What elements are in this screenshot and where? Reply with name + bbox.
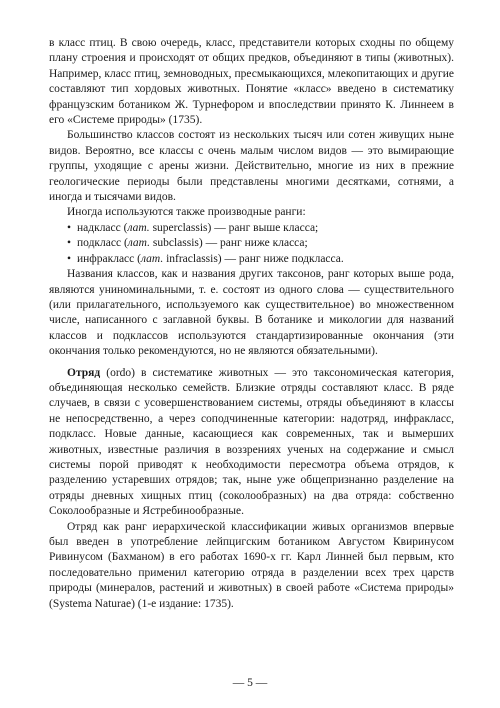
rank-lat-abbrev: лат.: [127, 221, 150, 234]
paragraph-class-origin: в класс птиц. В свою очередь, класс, представители которых сходны по общему плану строения и происходят от общих предков, объединяют в типы (животных). Например, класс птиц, земноводных, пресмыкающихся, млекопитающих и другие составляют тип хордовых животных. Понятие «класс» введено в систематику французским ботаником Ж. Турнефором и впоследствии принято К. Линнеем в его «Системе природы» (1735).: [49, 37, 454, 127]
derived-ranks-list: [49, 221, 454, 267]
rank-lat-abbrev: лат.: [140, 252, 164, 265]
page-number: — 5 —: [232, 677, 268, 689]
paragraph-order-definition: [49, 366, 454, 520]
rank-latin: subclassis) — ранг ниже класса;: [150, 237, 308, 250]
rank-name: инфракласс (: [77, 252, 141, 265]
rank-name: подкласс (: [77, 237, 128, 250]
paragraph-order-history: Отряд как ранг иерархической классификации живых организмов впервые был введен в употребление лейпцигским ботаником Августом Квиринусом Ривинусом (Бахманом) в его работах 1690-х гг. Карл Линней был первым, кто последовательно применил категорию отряда в разделении всех трех царств природы (минералов, растений и животных) в своей работе «Система природы» (Systema Naturae) (1-е издание: 1735).: [49, 520, 454, 610]
paragraph-class-names: Названия классов, как и названия других таксонов, ранг которых выше рода, являются униноминальными, т. е. состоят из одного слова — существительного (или прилагательного, используемого как существительное) во множественном числе, написанного с заглавной буквы. В ботанике и микологии для названий классов и подклассов используются стандартизированные окончания (эти окончания только рекомендуются, но не являются обязательными).: [49, 268, 454, 358]
order-definition-text: (ordo) в систематике животных — это таксономическая категория, объединяющая несколько семейств. Близкие отряды составляют класс. В ряде случаев, в связи с усовершенствованием системы, отряды объединяют в классы не непосредственно, а через соподчиненные категории: надотряд, инфракласс, подкласс. Новые данные, касающиеся как современных, так и вымерших животных, известные различия в воззрениях ученых на содержание и смысл системы порой приводят к необходимости пересмотра объема отрядов, к разделению устаревших отрядов; так, ныне уже общепризнанно разделение на отряды дневных хищных птиц (соколообразных) на два отряда: собственно Соколообразные и Ястребинообразные.: [49, 366, 454, 518]
rank-item-superclass: [49, 221, 454, 236]
rank-latin: infraclassis) — ранг ниже подкласса.: [163, 252, 344, 265]
bullet-icon: •: [67, 237, 72, 250]
rank-item-infraclass: [49, 252, 454, 267]
page-body: [49, 36, 454, 612]
rank-latin: superclassis) — ранг выше класса;: [149, 221, 319, 234]
rank-item-subclass: [49, 236, 454, 251]
bullet-icon: •: [67, 221, 72, 234]
bullet-icon: •: [67, 252, 72, 265]
paragraph-derived-ranks-intro: Иногда используются также производные ранги:: [67, 206, 306, 219]
term-order: Отряд: [67, 366, 101, 379]
paragraph-class-species: Большинство классов состоят из нескольких тысяч или сотен живущих ныне видов. Вероятно, все классы с очень малым числом видов — это вымирающие группы, уходящие с арены жизни. Действительно, многие из них в прежние геологические периоды были представлены многими десятками, сотнями, а иногда и тысячами видов.: [49, 129, 454, 204]
rank-name: надкласс (: [77, 221, 128, 234]
rank-lat-abbrev: лат.: [127, 237, 151, 250]
